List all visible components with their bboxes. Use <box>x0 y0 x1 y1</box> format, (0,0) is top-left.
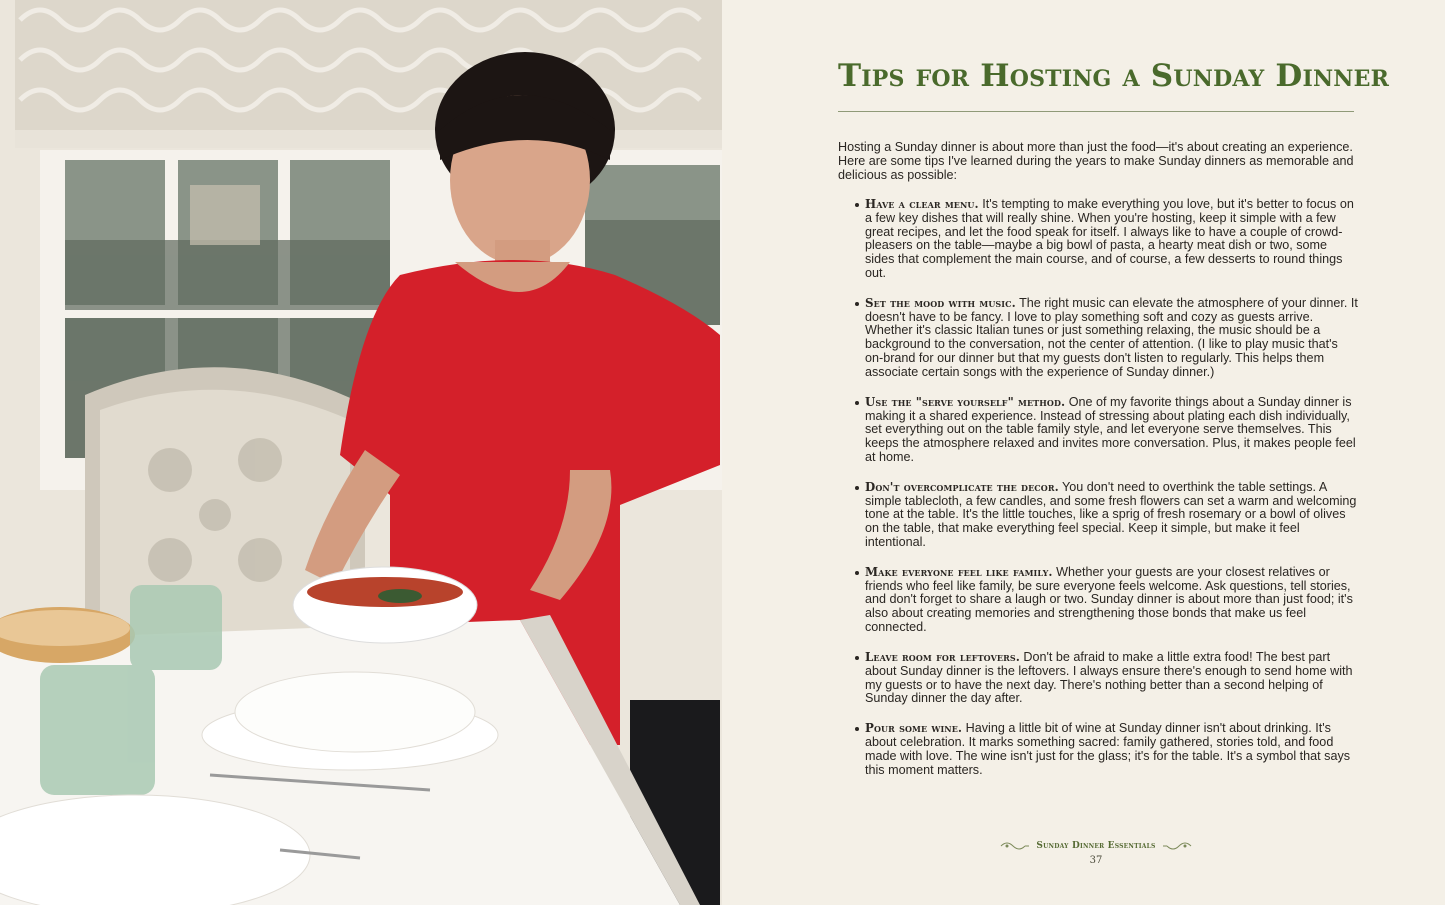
tips-list <box>838 198 1358 778</box>
flourish-left-icon <box>1000 840 1030 852</box>
tip-title: Pour some wine. <box>865 720 963 735</box>
tip-item <box>865 396 1358 466</box>
photo-illustration <box>0 0 722 905</box>
tip-item <box>865 651 1358 707</box>
flourish-right-icon <box>1162 840 1192 852</box>
tip-title: Make everyone feel like family. <box>865 564 1053 579</box>
tip-item <box>865 566 1358 636</box>
tip-text: Don't be afraid to make a little extra food! The best part about Sunday dinner is the leftovers. I always ensure there's enough to send home with my guests or to have the next day. There's nothing better than a second helping of Sunday dinner the day after. <box>865 649 1353 706</box>
intro-paragraph: Hosting a Sunday dinner is about more than just the food—it's about creating an experience. Here are some tips I've learned during the years to make Sunday dinners as memorable and delicious as possible: <box>838 140 1354 182</box>
text-page <box>722 0 1445 905</box>
page-title: Tips for Hosting a Sunday Dinner <box>838 58 1390 94</box>
tip-title: Have a clear menu. <box>865 196 979 211</box>
tip-title: Set the mood with music. <box>865 295 1016 310</box>
tip-text: One of my favorite things about a Sunday dinner is making it a shared experience. Instead of stressing about plating each dish individually, set everything out on the table family style, and let everyone serve themselves. This keeps the atmosphere relaxed and invites more conversation. Plus, it makes people feel at home. <box>865 394 1356 465</box>
article-body <box>838 141 1358 793</box>
hostess-photo <box>0 0 722 905</box>
tip-text: You don't need to overthink the table settings. A simple tablecloth, a few candles, and some fresh flowers can set a warm and welcoming tone at the table. It's the little touches, like a sprig of fresh rosemary or a bowl of olives on the table, that make everything feel special. Keep it simple, but make it feel intentional. <box>865 479 1357 550</box>
tip-item <box>865 297 1358 380</box>
tip-item <box>865 198 1358 281</box>
tip-item <box>865 722 1358 778</box>
tip-title: Use the "serve yourself" method. <box>865 394 1066 409</box>
tip-item <box>865 481 1358 551</box>
tip-text: Whether your guests are your closest relatives or friends who feel like family, be sure everyone feels welcome. Ask questions, tell stories, and don't forget to share a laugh or two. Sunday dinner is about more than just food; it's also about creating memories and strengthening those bonds that make us feel connected. <box>865 564 1353 635</box>
tip-title: Don't overcomplicate the decor. <box>865 479 1059 494</box>
tip-text: Having a little bit of wine at Sunday dinner isn't about drinking. It's about celebration. It marks something sacred: family gathered, stories told, and food made with love. The wine isn't just for the glass; it's for the table. It's a symbol that says this moment matters. <box>865 720 1351 777</box>
tip-title: Leave room for leftovers. <box>865 649 1020 664</box>
footer-section-label: Sunday Dinner Essentials <box>1036 841 1156 851</box>
tip-text: The right music can elevate the atmosphere of your dinner. It doesn't have to be fancy. I love to play something soft and cozy as guests arrive. Whether it's classic Italian tunes or just something relaxing, the music should be a background to the conversation, not the center of attention. (I like to play music that's on-brand for our dinner but that my guests don't listen to regularly. This helps them associate certain songs with the experience of Sunday dinner.) <box>865 295 1358 380</box>
title-divider <box>838 111 1354 112</box>
tip-text: It's tempting to make everything you love, but it's better to focus on a few key dishes that will really shine. When you're hosting, keep it simple with a few great recipes, and let the food speak for itself. I always like to have a couple of crowd-pleasers on the table—maybe a big bowl of pasta, a hearty meat dish or two, some sides that complement the main course, and of course, a few desserts to round things out. <box>865 196 1354 281</box>
page-footer <box>972 840 1220 866</box>
page-number: 37 <box>1089 855 1103 866</box>
